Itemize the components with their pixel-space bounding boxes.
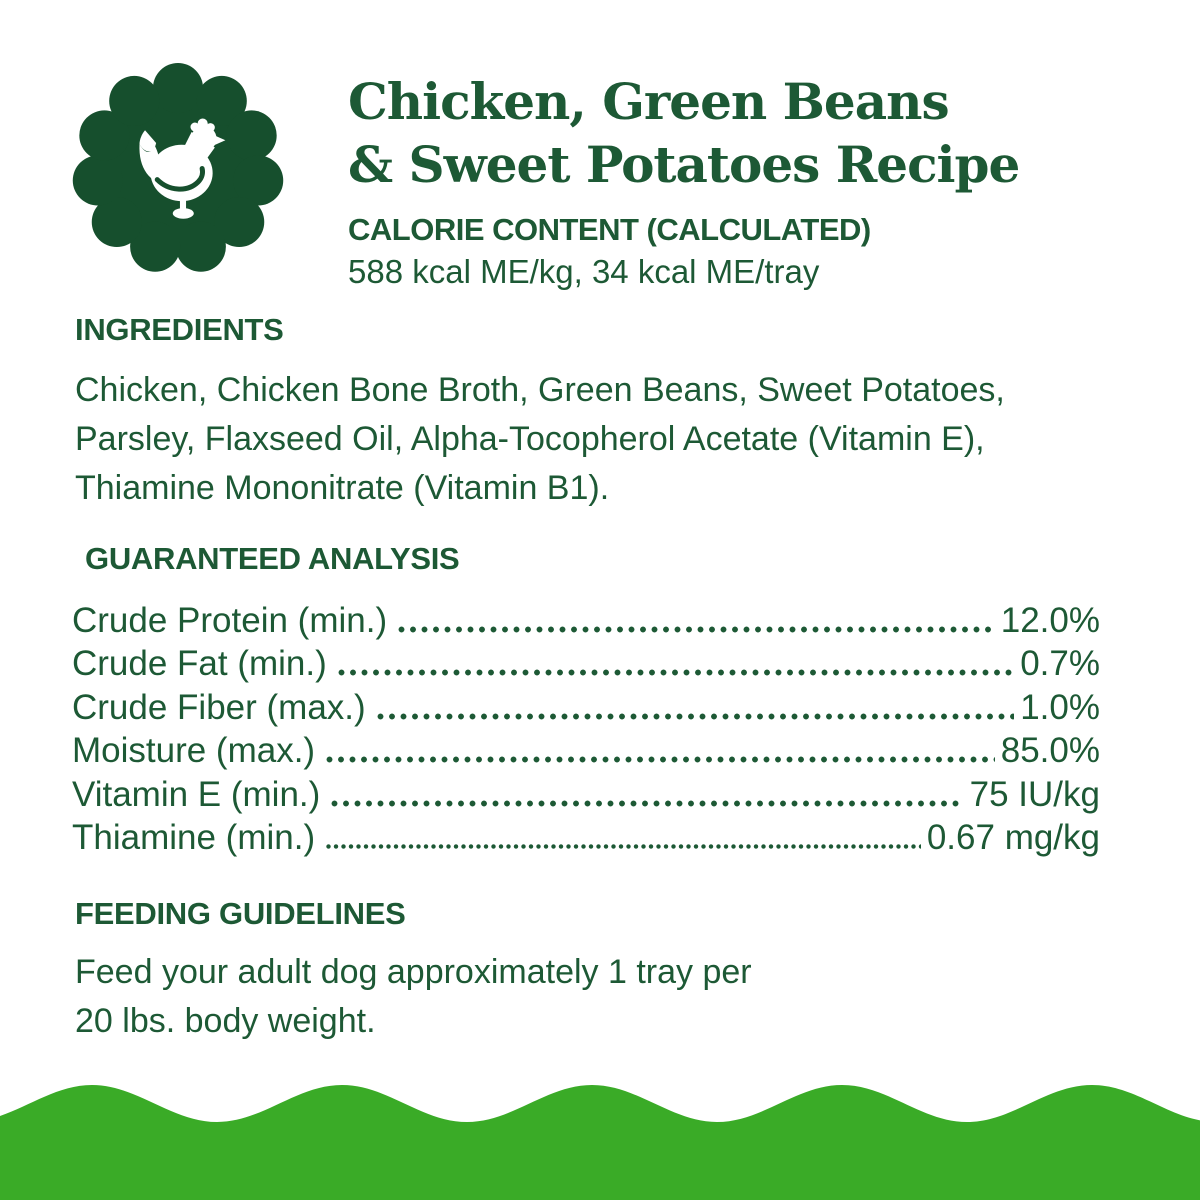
feeding-line-2: 20 lbs. body weight. (75, 1002, 376, 1040)
analysis-label: Thiamine (min.) (72, 818, 316, 857)
analysis-value: 85.0% (1000, 731, 1100, 770)
guaranteed-analysis-heading: GUARANTEED ANALYSIS (85, 541, 460, 576)
analysis-label: Crude Protein (min.) (72, 600, 388, 640)
analysis-value: 12.0% (1000, 600, 1100, 640)
analysis-row (72, 771, 1100, 815)
wave-shape (0, 1060, 1200, 1200)
ingredients-line-2: Parsley, Flaxseed Oil, Alpha-Tocopherol Acetate (Vitamin E), (75, 420, 985, 458)
analysis-row (72, 597, 1100, 641)
ingredients-line-3: Thiamine Mononitrate (Vitamin B1). (75, 469, 610, 507)
chicken-icon (72, 54, 284, 284)
analysis-row (72, 684, 1100, 728)
feeding-guidelines-text (75, 948, 752, 1046)
ingredients-heading: INGREDIENTS (75, 312, 284, 347)
bottom-wave (0, 1060, 1200, 1200)
analysis-row (72, 728, 1100, 772)
analysis-row (72, 641, 1100, 685)
dot-leader (325, 755, 995, 764)
dot-leader (397, 625, 995, 634)
dot-leader (325, 843, 921, 850)
analysis-row (72, 815, 1100, 859)
calorie-content-heading: CALORIE CONTENT (CALCULATED) (348, 212, 871, 247)
analysis-value: 1.0% (1020, 687, 1100, 727)
guaranteed-analysis-table (72, 597, 1100, 858)
calorie-content-value: 588 kcal ME/kg, 34 kcal ME/tray (348, 253, 820, 290)
analysis-label: Crude Fat (min.) (72, 644, 327, 683)
ingredients-text (75, 366, 1005, 513)
feeding-guidelines-heading: FEEDING GUIDELINES (75, 896, 406, 931)
analysis-value: 75 IU/kg (969, 774, 1100, 814)
dot-leader (337, 668, 1014, 677)
dot-leader (376, 712, 1015, 721)
analysis-label: Crude Fiber (max.) (72, 687, 366, 727)
header-block (348, 70, 1019, 291)
analysis-value: 0.7% (1020, 644, 1100, 683)
recipe-title-line-1: Chicken, Green Beans (348, 72, 949, 131)
brand-badge (72, 54, 284, 284)
ingredients-line-1: Chicken, Chicken Bone Broth, Green Beans, Sweet Potatoes, (75, 371, 1005, 409)
recipe-title-line-2: & Sweet Potatoes Recipe (348, 135, 1020, 194)
dot-leader (330, 799, 963, 808)
analysis-value: 0.67 mg/kg (926, 818, 1100, 857)
feeding-line-1: Feed your adult dog approximately 1 tray per (75, 953, 752, 991)
analysis-label: Moisture (max.) (72, 731, 316, 770)
analysis-label: Vitamin E (min.) (72, 774, 321, 814)
